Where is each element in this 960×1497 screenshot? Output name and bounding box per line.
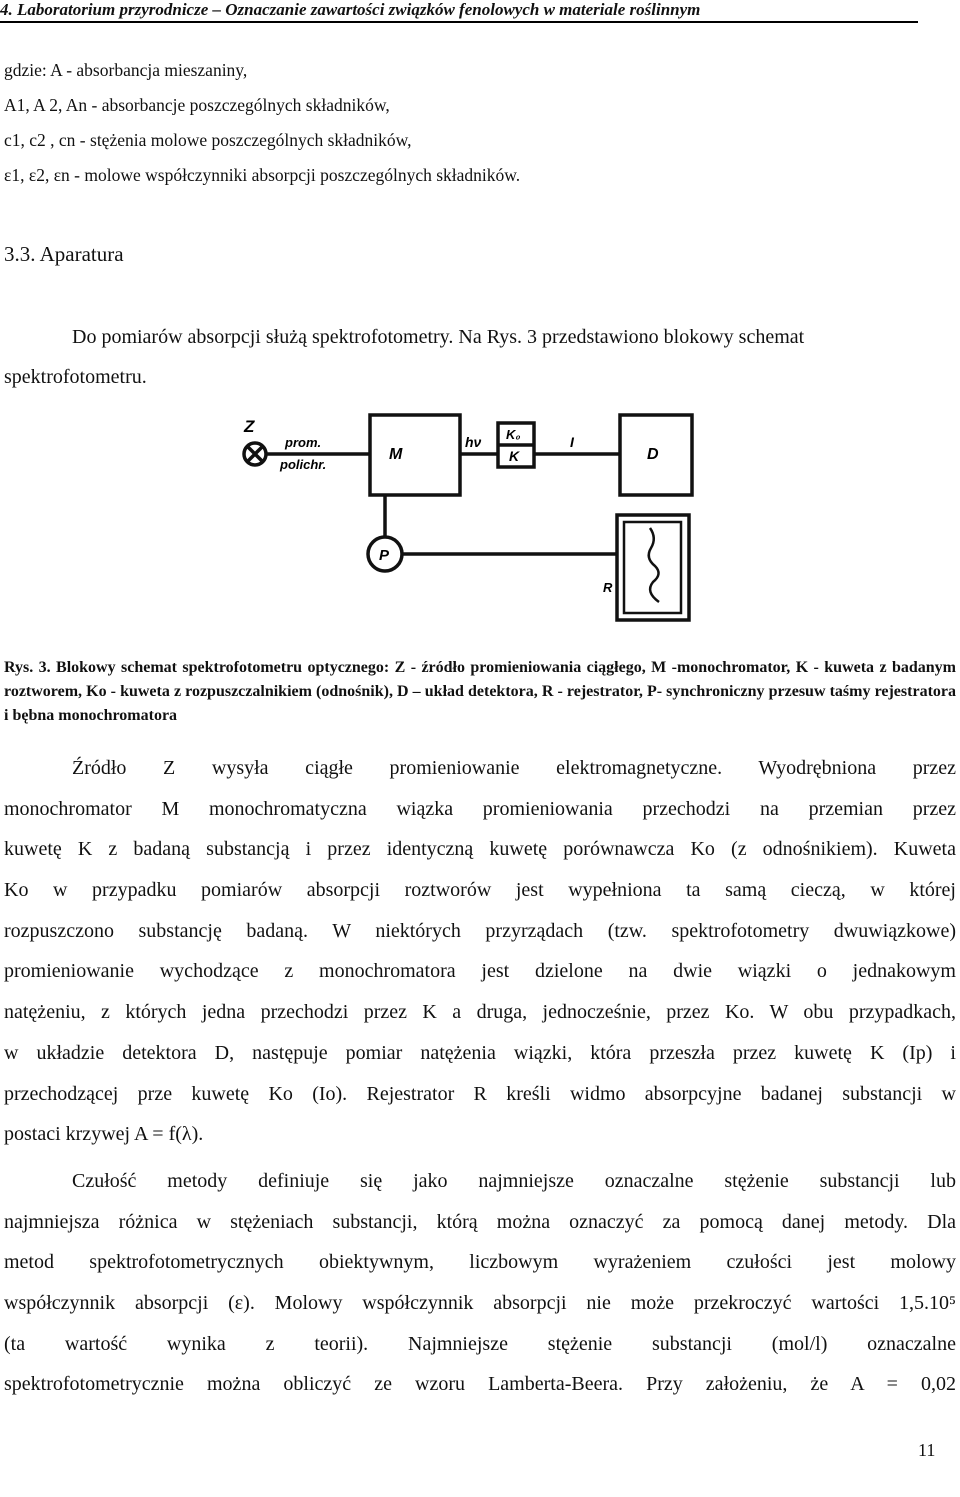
diagram-label-p: P (379, 547, 390, 564)
definition-line: ε1, ε2, εn - molowe współczynniki absorpcji poszczególnych składników. (4, 165, 521, 185)
paragraph-line: promieniowanie wychodzące z monochromatora jest dzielone na dwie wiązki o jednakowym (4, 960, 956, 983)
diagram-label-k: K (509, 448, 520, 464)
paragraph-line: kuwetę K z badaną substancją i przez identyczną kuwetę porównawcza Ko (z odnośnikiem). Kuweta (4, 838, 956, 861)
diagram-label-m: M (389, 446, 403, 463)
paragraph-line: natężeniu, z których jedna przechodzi przez K a druga, jednocześnie, przez Ko. W obu przypadkach, (4, 1001, 956, 1024)
intro-line: spektrofotometru. (4, 366, 147, 388)
diagram-label-k0: K₀ (506, 427, 521, 442)
diagram-label-i: I (570, 434, 574, 450)
paragraph-line: Źródło Z wysyła ciągłe promieniowanie elektromagnetyczne. Wyodrębniona przez (72, 757, 956, 779)
paragraph-line: rozpuszczono substancję badaną. W niektórych przyrządach (tzw. spektrofotometry dwuwiązkowe) (4, 919, 956, 942)
definition-line: gdzie: A - absorbancja mieszaniny, (4, 60, 248, 80)
paragraph-line: monochromator M monochromatyczna wiązka promieniowania przechodzi na przemian przez (4, 797, 956, 820)
definition-line: c1, c2 , cn - stężenia molowe poszczególnych składników, (4, 130, 412, 150)
paragraph-line: metod spektrofotometrycznych obiektywnym, liczbowym wyrażeniem czułości jest molowy (4, 1251, 956, 1274)
diagram-label-prom: prom. (285, 435, 322, 450)
paragraph-line: przechodzącej prze kuwetę Ko (Io). Rejestrator R kreśli widmo absorpcyjne badanej substancji w (4, 1082, 956, 1105)
section-number: 3.3. (4, 242, 36, 266)
section-title: Aparatura (39, 242, 124, 266)
figure-caption: Rys. 3. Blokowy schemat spektrofotometru optycznego: Z - źródło promieniowania ciągłego, M -monochromator, K - kuweta z badanym roztworem, Ko - kuweta z rozpuszczalnikiem (odnośnik), D – układ detektora, R - rejestrator, P- synchroniczny przesuw taśmy rejestratora i bębna monochromatora (4, 659, 956, 724)
definition-line: A1, A 2, An - absorbancje poszczególnych składników, (4, 95, 390, 115)
paragraph-line: spektrofotometrycznie można obliczyć ze wzoru Lamberta-Beera. Przy założeniu, że A = 0,02 (4, 1373, 956, 1396)
paragraph-sensitivity (4, 1161, 956, 1405)
spectrophotometer-block-diagram (225, 410, 705, 625)
diagram-label-z: Z (244, 417, 255, 436)
diagram-label-hv: hν (465, 434, 482, 450)
spectrum-trace (649, 528, 659, 602)
paragraph-line: najmniejsza różnica w stężeniach substancji, którą można oznaczyć za pomocą danej metody. Dla (4, 1210, 956, 1233)
diagram-label-polichr: polichr. (280, 457, 327, 472)
paragraph-line: Ko w przypadku pomiarów absorpcji roztworów jest wypełniona ta samą cieczą, w której (4, 879, 956, 902)
monochromator-block (370, 415, 460, 495)
page-number: 11 (918, 1440, 936, 1460)
paragraph-line: Czułość metody definiuje się jako najmniejsze oznaczalne stężenie substancji lub (72, 1170, 956, 1192)
section-heading (4, 242, 124, 267)
paragraph-line: (ta wartość wynika z teorii). Najmniejsze stężenie substancji (mol/l) oznaczalne (4, 1332, 956, 1355)
paragraph-source-description (4, 748, 956, 1155)
diagram-label-d: D (647, 446, 659, 463)
intro-line: Do pomiarów absorpcji służą spektrofotometry. Na Rys. 3 przedstawiono blokowy schemat (72, 326, 805, 348)
paragraph-line: postaci krzywej A = f(λ). (4, 1123, 204, 1146)
paragraph-line: w układzie detektora D, następuje pomiar natężenia wiązki, która przeszła przez kuwetę K (Ip) i (4, 1041, 956, 1064)
diagram-label-r: R (603, 580, 613, 595)
running-header: 4. Laboratorium przyrodnicze – Oznaczanie zawartości związków fenolowych w materiale roślinnym (0, 0, 918, 23)
paragraph-line: współczynnik absorpcji (ε). Molowy współczynnik absorpcji nie może przekroczyć wartości 1,5.10⁵ (4, 1292, 956, 1315)
